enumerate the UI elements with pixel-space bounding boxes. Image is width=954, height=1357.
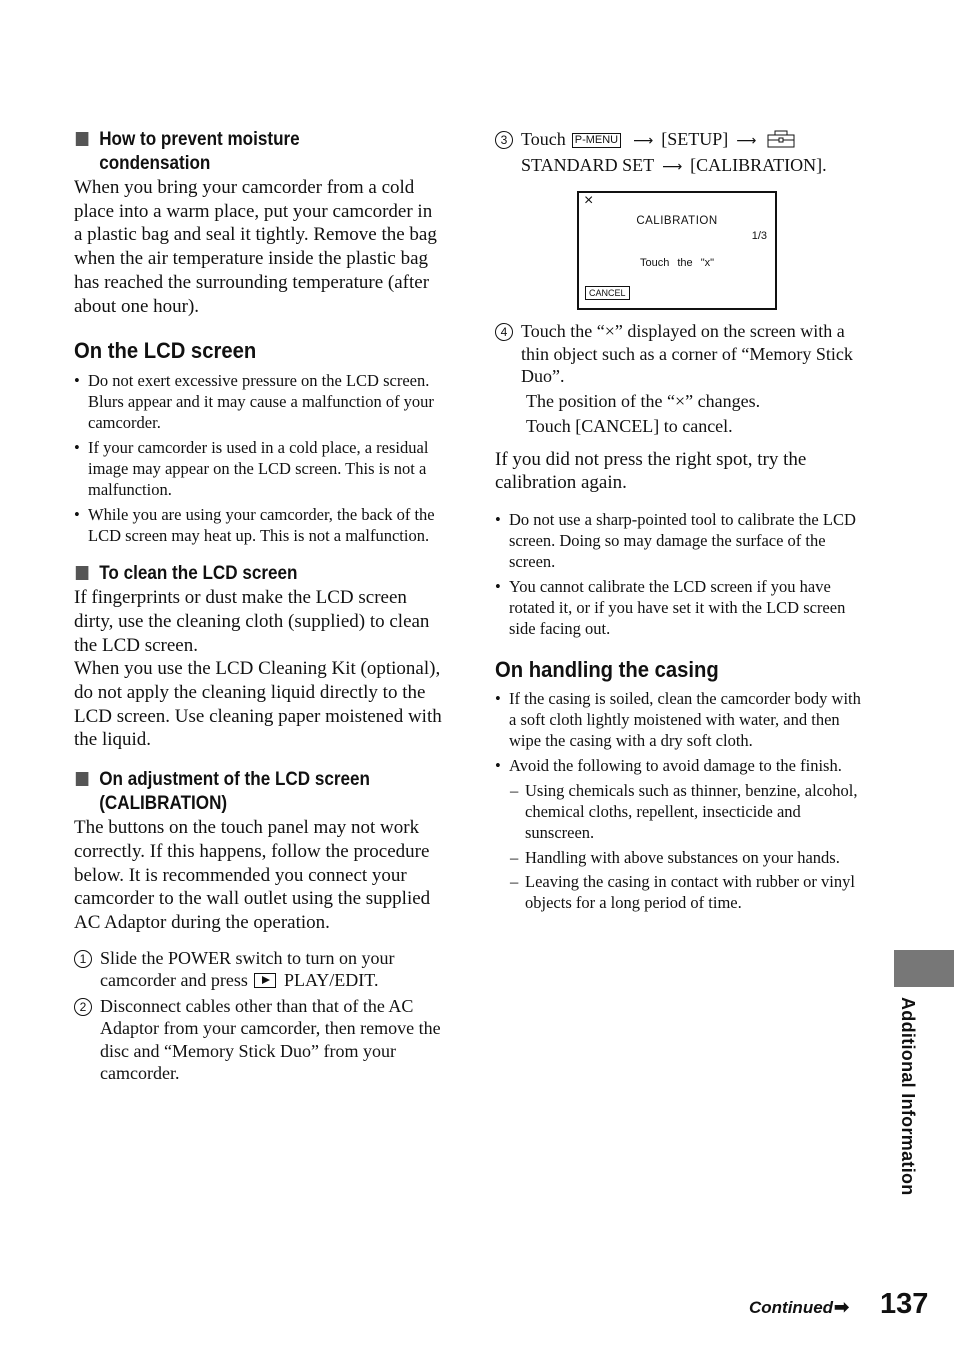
arrow-right-icon: ⟶ [662,159,683,175]
lcd-title: CALIBRATION [636,215,718,227]
calibration-heading-line2: (CALIBRATION) [99,793,228,815]
p-menu-button-icon: P-MENU [572,133,621,148]
list-item: – Using chemicals such as thinner, benzine, alcohol, chemical cloths, repellent, insecticide and sunscreen. [510,780,867,843]
left-column [74,128,444,1085]
continued-text: Continued [749,1297,834,1317]
list-item: – Leaving the casing in contact with rubber or vinyl objects for a long period of time. [510,871,867,913]
step-3-calibration: [CALIBRATION]. [690,155,827,175]
arrow-right-icon: ➡ [834,1297,850,1317]
clean-text-2: When you use the LCD Cleaning Kit (optional), do not apply the cleaning liquid directly to the LCD screen. Use cleaning paper moistened with the liquid. [74,658,442,751]
casing-bullets [495,688,867,776]
retry-text: If you did not press the right spot, try the calibration again. [495,448,807,494]
casing-dash-list [495,780,867,913]
square-bullet-icon [76,566,89,580]
arrow-right-icon: ⟶ [633,133,654,149]
step-1-text-b: PLAY/EDIT. [283,970,379,991]
step-1 [74,947,444,992]
square-bullet-icon [76,772,89,786]
step-number: 3 [495,131,513,149]
list-item: • While you are using your camcorder, the back of the LCD screen may heat up. This is not a malfunction. [74,504,444,546]
step-number: 2 [74,998,92,1016]
section-side-label: Additional Information [898,997,918,1196]
step-3-setup: [SETUP] [661,129,729,149]
square-bullet-icon [76,132,89,146]
list-item: • If the casing is soiled, clean the camcorder body with a soft cloth lightly moistened with water, and then wipe the casing with a dry soft cloth. [495,688,867,751]
step-2 [74,995,444,1085]
calibration-heading-line1: On adjustment of the LCD screen [99,769,370,791]
right-column [495,128,867,913]
casing-heading: On handling the casing [495,656,719,682]
arrow-right-icon: ⟶ [736,133,757,149]
moisture-heading-text: How to prevent moisture condensation [99,129,300,174]
clean-heading-text: To clean the LCD screen [99,563,298,585]
step-2-text: Disconnect cables other than that of the AC Adaptor from your camcorder, then remove the disc and “Memory Stick Duo” from your camcorder. [100,995,441,1084]
step-1-text-a: Slide the POWER switch to turn on your camcorder and press [100,947,395,991]
step-number: 1 [74,950,92,968]
page-number: 137 [880,1288,929,1320]
step-3 [495,128,867,179]
section-tab-marker [894,950,954,987]
step-3-standard-set: STANDARD SET [521,155,655,175]
lcd-screen-bullets [74,370,444,546]
clean-text-1: If fingerprints or dust make the LCD screen dirty, use the cleaning cloth (supplied) to clean the LCD screen. [74,587,430,656]
calibration-heading [74,768,407,816]
step-4-note-2: Touch [CANCEL] to cancel. [526,416,733,436]
calibration-text: The buttons on the touch panel may not work correctly. If this happens, follow the procedure below. It is recommended you connect your camcorder to the wall outlet using the supplied AC Adaptor during the operation. [74,817,431,933]
list-item: • You cannot calibrate the LCD screen if you have rotated it, or if you have set it with the LCD screen side facing out. [495,576,867,639]
list-item: • If your camcorder is used in a cold place, a residual image may appear on the LCD screen. This is not a malfunction. [74,437,444,500]
toolbox-icon [766,130,796,154]
step-4 [495,320,867,388]
list-item: – Handling with above substances on your hands. [510,847,867,868]
step-4-text: Touch the “×” displayed on the screen with a thin object such as a corner of “Memory Stick Duo”. [521,321,853,386]
continued-indicator [749,1297,849,1318]
step-3-touch: Touch [521,129,566,149]
lcd-page-indicator: 1/3 [751,230,767,242]
play-icon [254,973,276,988]
list-item: • Do not use a sharp-pointed tool to calibrate the LCD screen. Doing so may damage the surface of the screen. [495,509,867,572]
step-4-note-1: The position of the “×” changes. [526,390,761,411]
list-item: • Do not exert excessive pressure on the LCD screen. Blurs appear and it may cause a malfunction of your camcorder. [74,370,444,433]
list-item: • Avoid the following to avoid damage to the finish. [495,755,867,776]
close-x-icon: × [584,192,594,209]
clean-heading [74,562,407,586]
lcd-instruction: Touch the "x" [639,257,715,269]
lcd-screen-heading: On the LCD screen [74,338,257,364]
lcd-calibration-screen [577,191,777,310]
moisture-text: When you bring your camcorder from a cold place into a warm place, put your camcorder in a plastic bag and seal it tightly. Remove the bag when the air temperature inside the plastic bag has reached the surrounding temperature (after about one hour). [74,177,437,317]
moisture-heading [74,128,407,176]
lcd-cancel-button: CANCEL [585,286,630,300]
calibration-bullets [495,509,867,639]
step-number: 4 [495,323,513,341]
